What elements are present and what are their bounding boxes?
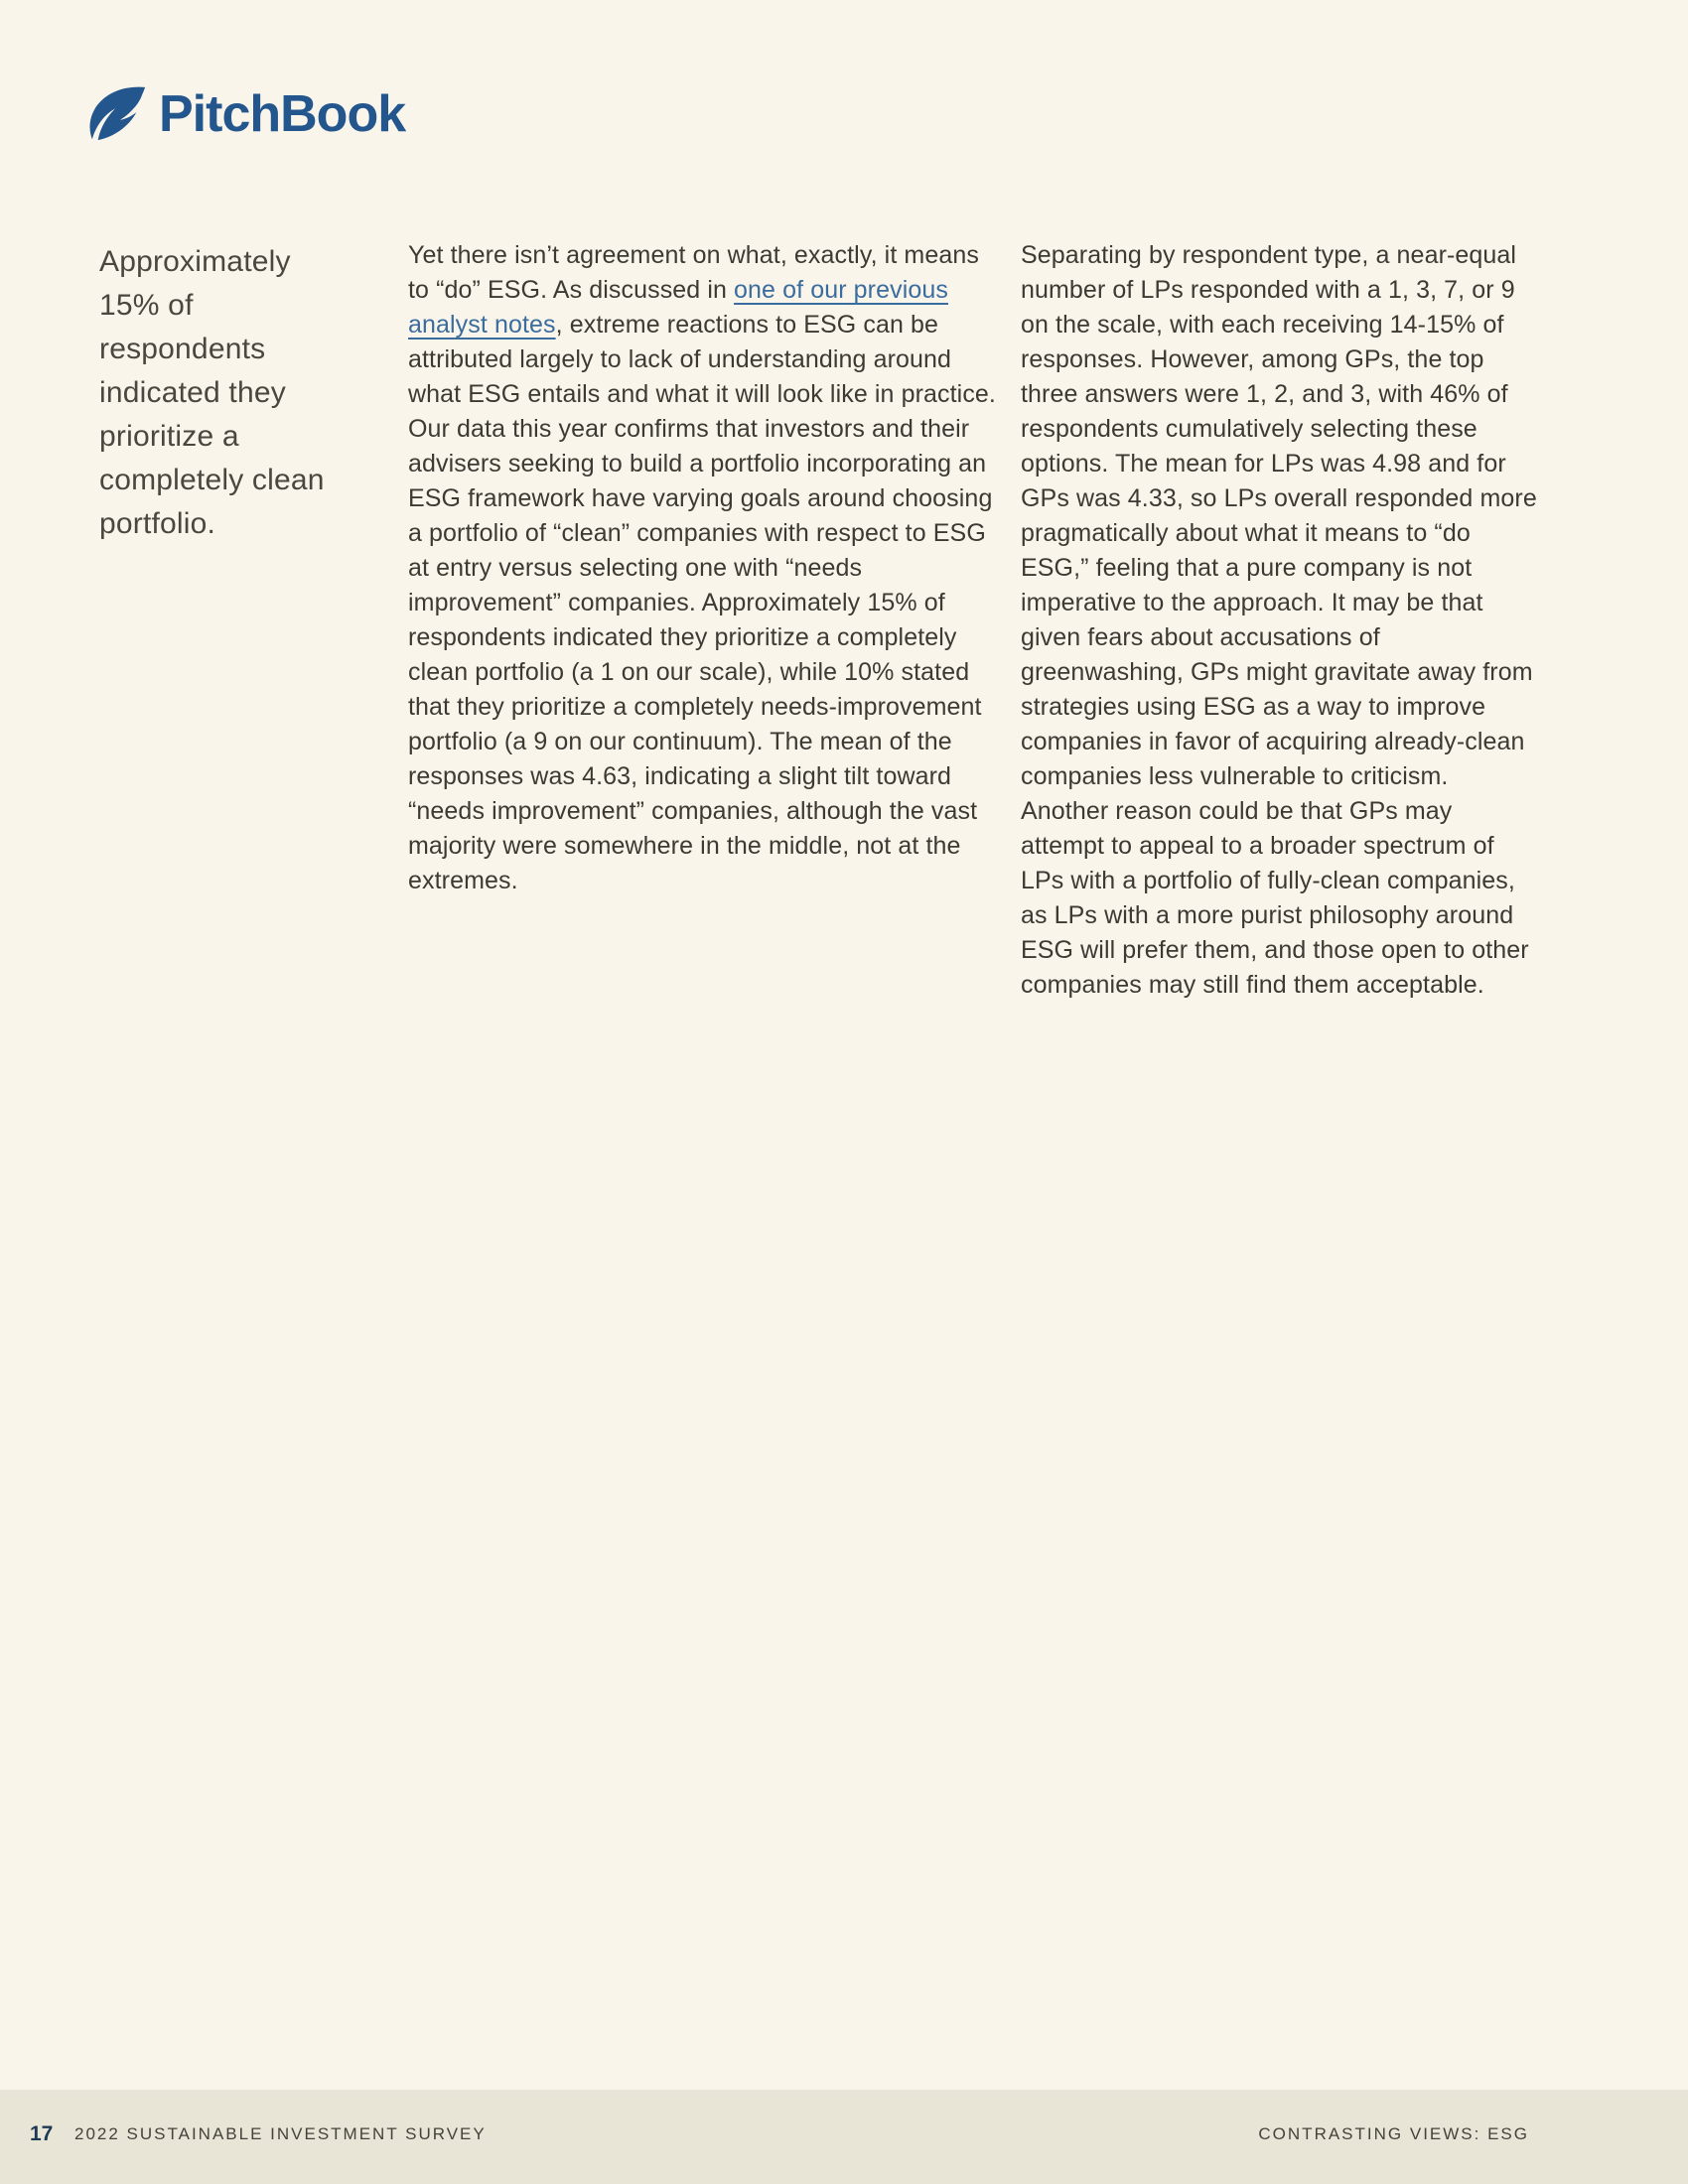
- footer-section-title: CONTRASTING VIEWS: ESG: [1258, 2124, 1529, 2143]
- footer-report-title: 2022 SUSTAINABLE INVESTMENT SURVEY: [74, 2124, 487, 2143]
- paragraph-1-text-after-link: , extreme reactions to ESG can be attributed largely to lack of understanding around what ESG entails and what it will look like in practice. Our data this year confirms that investors and their advisers seeking to build a portfolio incorporating an ESG framework have varying goals around choosing a portfolio of “clean” companies with respect to ESG at entry versus selecting one with “needs improvement” companies. Approximately 15% of respondents indicated they prioritize a completely clean portfolio (a 1 on our scale), while 10% stated that they prioritize a completely needs-improvement portfolio (a 9 on our continuum). The mean of the responses was 4.63, indicating a slight tilt toward “needs improvement” companies, although the vast majority were somewhere in the middle, not at the extremes.: [408, 311, 996, 894]
- pitchbook-logo-text: PitchBook: [159, 85, 406, 143]
- paragraph-2: Separating by respondent type, a near-equal number of LPs responded with a 1, 3, 7, or 9 on the scale, with each receiving 14-15% of responses. However, among GPs, the top three answers were 1, 2, and 3, with 46% of respondents cumulatively selecting these options. The mean for LPs was 4.98 and for GPs was 4.33, so LPs overall responded more pragmatically about what it means to “do ESG,” feeling that a pure company is not imperative to the approach. It may be that given fears about accusations of greenwashing, GPs might gravitate away from strategies using ESG as a way to improve companies in favor of acquiring already-clean companies less vulnerable to criticism. Another reason could be that GPs may attempt to appeal to a broader spectrum of LPs with a portfolio of fully-clean companies, as LPs with a more purist philosophy around ESG will prefer them, and those open to other companies may still find them acceptable.: [1021, 241, 1537, 999]
- body-column-1: [408, 238, 996, 898]
- pitchbook-logo: [87, 83, 405, 145]
- pitchbook-leaf-icon: [87, 83, 149, 145]
- page-footer: [0, 2090, 1688, 2184]
- page-number: 17: [30, 2122, 54, 2145]
- pull-quote: Approximately 15% of respondents indicated they prioritize a completely clean portfolio.: [99, 245, 325, 540]
- body-column-2: [1021, 238, 1539, 1003]
- previous-analyst-notes-link[interactable]: one of our previous analyst notes: [408, 276, 948, 339]
- paragraph-1: [408, 238, 996, 898]
- paragraph-1-text-before-link: Yet there isn’t agreement on what, exactly, it means to “do” ESG. As discussed in: [408, 241, 979, 304]
